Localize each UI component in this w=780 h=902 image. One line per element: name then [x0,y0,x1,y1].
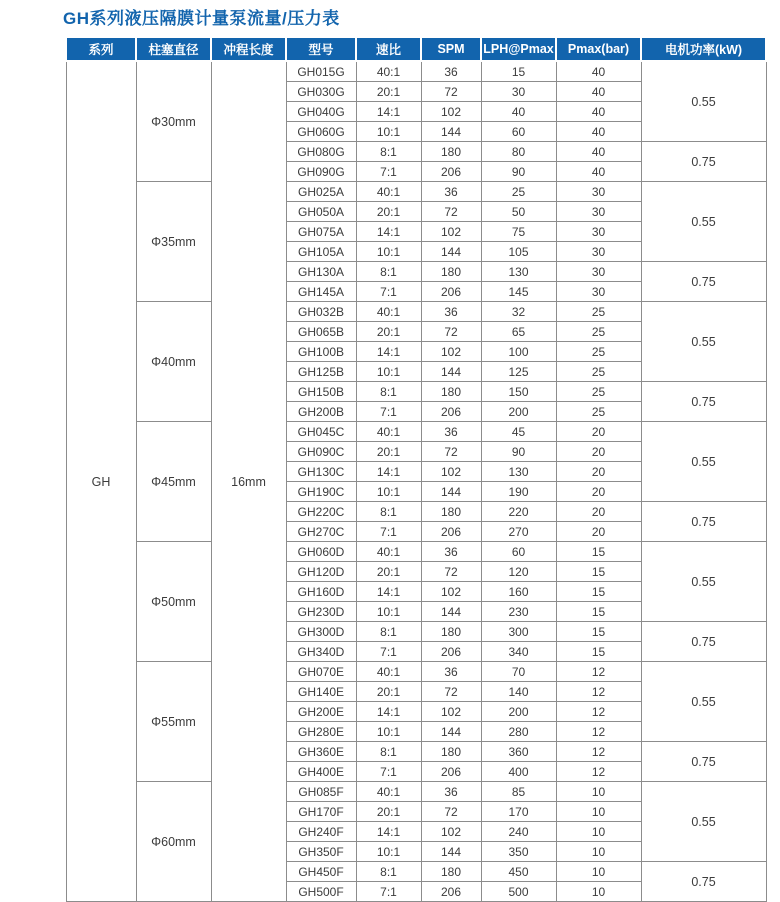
lph-cell: 130 [481,462,556,482]
table-row [66,422,766,442]
pmax-cell: 12 [556,762,641,782]
lph-cell: 105 [481,242,556,262]
spm-cell: 206 [421,522,481,542]
lph-cell: 30 [481,82,556,102]
series-cell: GH [66,61,136,902]
model-cell: GH050A [286,202,356,222]
lph-cell: 230 [481,602,556,622]
speed-ratio-cell: 14:1 [356,702,421,722]
spm-cell: 144 [421,602,481,622]
speed-ratio-cell: 14:1 [356,342,421,362]
model-cell: GH500F [286,882,356,902]
lph-cell: 45 [481,422,556,442]
motor-power-cell: 0.55 [641,422,766,502]
lph-cell: 140 [481,682,556,702]
pmax-cell: 20 [556,482,641,502]
pmax-cell: 30 [556,182,641,202]
spm-cell: 180 [421,742,481,762]
spm-cell: 102 [421,462,481,482]
model-cell: GH230D [286,602,356,622]
lph-cell: 90 [481,162,556,182]
model-cell: GH170F [286,802,356,822]
motor-power-cell: 0.75 [641,502,766,542]
pmax-cell: 40 [556,142,641,162]
pump-spec-table [65,36,767,902]
lph-cell: 270 [481,522,556,542]
spm-cell: 180 [421,382,481,402]
speed-ratio-cell: 20:1 [356,802,421,822]
lph-cell: 15 [481,61,556,82]
pmax-cell: 12 [556,702,641,722]
motor-power-cell: 0.75 [641,622,766,662]
spm-cell: 102 [421,582,481,602]
motor-power-cell: 0.55 [641,182,766,262]
lph-cell: 125 [481,362,556,382]
model-cell: GH360E [286,742,356,762]
model-cell: GH070E [286,662,356,682]
spm-cell: 180 [421,502,481,522]
speed-ratio-cell: 8:1 [356,502,421,522]
lph-cell: 170 [481,802,556,822]
model-cell: GH300D [286,622,356,642]
lph-cell: 32 [481,302,556,322]
model-cell: GH130C [286,462,356,482]
speed-ratio-cell: 40:1 [356,61,421,82]
spm-cell: 72 [421,682,481,702]
pmax-cell: 25 [556,302,641,322]
speed-ratio-cell: 10:1 [356,362,421,382]
pmax-cell: 25 [556,342,641,362]
diameter-cell: Φ45mm [136,422,211,542]
pmax-cell: 15 [556,542,641,562]
diameter-cell: Φ30mm [136,61,211,182]
spm-cell: 102 [421,102,481,122]
pmax-cell: 25 [556,322,641,342]
speed-ratio-cell: 7:1 [356,522,421,542]
diameter-cell: Φ35mm [136,182,211,302]
model-cell: GH090G [286,162,356,182]
lph-cell: 60 [481,122,556,142]
speed-ratio-cell: 14:1 [356,102,421,122]
spm-cell: 102 [421,222,481,242]
pmax-cell: 25 [556,382,641,402]
speed-ratio-cell: 7:1 [356,402,421,422]
spm-cell: 36 [421,542,481,562]
column-header: 系列 [66,37,136,61]
column-header: SPM [421,37,481,61]
stroke-length-cell: 16mm [211,61,286,902]
speed-ratio-cell: 20:1 [356,202,421,222]
lph-cell: 500 [481,882,556,902]
spm-cell: 206 [421,282,481,302]
spm-cell: 36 [421,662,481,682]
spm-cell: 72 [421,322,481,342]
spm-cell: 72 [421,442,481,462]
spm-cell: 72 [421,202,481,222]
spm-cell: 206 [421,402,481,422]
spm-cell: 180 [421,262,481,282]
model-cell: GH270C [286,522,356,542]
spm-cell: 144 [421,842,481,862]
model-cell: GH150B [286,382,356,402]
model-cell: GH280E [286,722,356,742]
model-cell: GH030G [286,82,356,102]
model-cell: GH125B [286,362,356,382]
spm-cell: 206 [421,642,481,662]
model-cell: GH450F [286,862,356,882]
pmax-cell: 10 [556,822,641,842]
spm-cell: 144 [421,122,481,142]
pmax-cell: 20 [556,442,641,462]
motor-power-cell: 0.55 [641,662,766,742]
speed-ratio-cell: 8:1 [356,382,421,402]
spm-cell: 36 [421,182,481,202]
speed-ratio-cell: 8:1 [356,862,421,882]
motor-power-cell: 0.75 [641,862,766,902]
model-cell: GH105A [286,242,356,262]
model-cell: GH200E [286,702,356,722]
lph-cell: 80 [481,142,556,162]
speed-ratio-cell: 40:1 [356,662,421,682]
column-header: 速比 [356,37,421,61]
model-cell: GH120D [286,562,356,582]
pmax-cell: 40 [556,162,641,182]
model-cell: GH140E [286,682,356,702]
diameter-cell: Φ50mm [136,542,211,662]
spm-cell: 102 [421,342,481,362]
column-header: Pmax(bar) [556,37,641,61]
speed-ratio-cell: 20:1 [356,442,421,462]
speed-ratio-cell: 14:1 [356,462,421,482]
pmax-cell: 40 [556,82,641,102]
speed-ratio-cell: 7:1 [356,762,421,782]
model-cell: GH045C [286,422,356,442]
model-cell: GH340D [286,642,356,662]
speed-ratio-cell: 14:1 [356,222,421,242]
speed-ratio-cell: 10:1 [356,482,421,502]
speed-ratio-cell: 40:1 [356,782,421,802]
motor-power-cell: 0.55 [641,542,766,622]
motor-power-cell: 0.75 [641,142,766,182]
spm-cell: 144 [421,362,481,382]
speed-ratio-cell: 7:1 [356,162,421,182]
model-cell: GH060D [286,542,356,562]
pmax-cell: 10 [556,882,641,902]
pmax-cell: 12 [556,722,641,742]
lph-cell: 50 [481,202,556,222]
motor-power-cell: 0.75 [641,742,766,782]
speed-ratio-cell: 40:1 [356,302,421,322]
lph-cell: 40 [481,102,556,122]
pmax-cell: 10 [556,862,641,882]
pmax-cell: 12 [556,682,641,702]
column-header: 柱塞直径 [136,37,211,61]
pmax-cell: 30 [556,282,641,302]
spm-cell: 206 [421,762,481,782]
pmax-cell: 30 [556,202,641,222]
speed-ratio-cell: 10:1 [356,722,421,742]
pmax-cell: 12 [556,742,641,762]
model-cell: GH032B [286,302,356,322]
speed-ratio-cell: 40:1 [356,542,421,562]
model-cell: GH065B [286,322,356,342]
motor-power-cell: 0.75 [641,382,766,422]
pmax-cell: 15 [556,602,641,622]
lph-cell: 120 [481,562,556,582]
speed-ratio-cell: 8:1 [356,262,421,282]
pmax-cell: 10 [556,782,641,802]
speed-ratio-cell: 7:1 [356,282,421,302]
lph-cell: 75 [481,222,556,242]
spm-cell: 206 [421,882,481,902]
spm-cell: 36 [421,61,481,82]
speed-ratio-cell: 8:1 [356,742,421,762]
lph-cell: 60 [481,542,556,562]
motor-power-cell: 0.75 [641,262,766,302]
pmax-cell: 20 [556,522,641,542]
lph-cell: 350 [481,842,556,862]
model-cell: GH090C [286,442,356,462]
diameter-cell: Φ55mm [136,662,211,782]
pmax-cell: 20 [556,462,641,482]
spm-cell: 102 [421,702,481,722]
pmax-cell: 40 [556,61,641,82]
speed-ratio-cell: 40:1 [356,422,421,442]
column-header: 冲程长度 [211,37,286,61]
lph-cell: 150 [481,382,556,402]
spm-cell: 72 [421,562,481,582]
pmax-cell: 30 [556,242,641,262]
pmax-cell: 10 [556,842,641,862]
table-row [66,302,766,322]
speed-ratio-cell: 7:1 [356,882,421,902]
model-cell: GH075A [286,222,356,242]
speed-ratio-cell: 10:1 [356,122,421,142]
pmax-cell: 10 [556,802,641,822]
model-cell: GH060G [286,122,356,142]
table-row [66,182,766,202]
model-cell: GH350F [286,842,356,862]
speed-ratio-cell: 10:1 [356,242,421,262]
diameter-cell: Φ40mm [136,302,211,422]
diameter-cell: Φ60mm [136,782,211,902]
model-cell: GH190C [286,482,356,502]
pmax-cell: 12 [556,662,641,682]
lph-cell: 340 [481,642,556,662]
column-header: LPH@Pmax [481,37,556,61]
pmax-cell: 15 [556,622,641,642]
spm-cell: 36 [421,782,481,802]
model-cell: GH400E [286,762,356,782]
spm-cell: 180 [421,622,481,642]
speed-ratio-cell: 10:1 [356,842,421,862]
spm-cell: 102 [421,822,481,842]
model-cell: GH100B [286,342,356,362]
lph-cell: 65 [481,322,556,342]
pmax-cell: 20 [556,502,641,522]
spm-cell: 36 [421,422,481,442]
spm-cell: 72 [421,82,481,102]
lph-cell: 190 [481,482,556,502]
model-cell: GH080G [286,142,356,162]
lph-cell: 300 [481,622,556,642]
lph-cell: 450 [481,862,556,882]
speed-ratio-cell: 20:1 [356,322,421,342]
speed-ratio-cell: 20:1 [356,82,421,102]
pmax-cell: 15 [556,582,641,602]
motor-power-cell: 0.55 [641,302,766,382]
spm-cell: 180 [421,142,481,162]
lph-cell: 100 [481,342,556,362]
spm-cell: 144 [421,242,481,262]
model-cell: GH040G [286,102,356,122]
pmax-cell: 15 [556,642,641,662]
pmax-cell: 30 [556,262,641,282]
lph-cell: 90 [481,442,556,462]
model-cell: GH085F [286,782,356,802]
spm-cell: 36 [421,302,481,322]
lph-cell: 130 [481,262,556,282]
pmax-cell: 15 [556,562,641,582]
column-header: 型号 [286,37,356,61]
motor-power-cell: 0.55 [641,61,766,142]
model-cell: GH200B [286,402,356,422]
spm-cell: 180 [421,862,481,882]
pmax-cell: 25 [556,402,641,422]
speed-ratio-cell: 10:1 [356,602,421,622]
table-row [66,542,766,562]
lph-cell: 25 [481,182,556,202]
lph-cell: 200 [481,402,556,422]
model-cell: GH025A [286,182,356,202]
lph-cell: 70 [481,662,556,682]
speed-ratio-cell: 14:1 [356,822,421,842]
lph-cell: 400 [481,762,556,782]
spm-cell: 72 [421,802,481,822]
table-header-row [66,37,766,61]
spm-cell: 144 [421,722,481,742]
speed-ratio-cell: 8:1 [356,142,421,162]
column-header: 电机功率(kW) [641,37,766,61]
pmax-cell: 20 [556,422,641,442]
pmax-cell: 40 [556,102,641,122]
page-title: GH系列液压隔膜计量泵流量/压力表 [63,9,340,28]
lph-cell: 240 [481,822,556,842]
speed-ratio-cell: 8:1 [356,622,421,642]
spm-cell: 144 [421,482,481,502]
model-cell: GH240F [286,822,356,842]
speed-ratio-cell: 14:1 [356,582,421,602]
table-row [66,61,766,82]
lph-cell: 280 [481,722,556,742]
lph-cell: 160 [481,582,556,602]
model-cell: GH130A [286,262,356,282]
pmax-cell: 40 [556,122,641,142]
speed-ratio-cell: 40:1 [356,182,421,202]
lph-cell: 85 [481,782,556,802]
model-cell: GH015G [286,61,356,82]
motor-power-cell: 0.55 [641,782,766,862]
table-row [66,782,766,802]
lph-cell: 360 [481,742,556,762]
model-cell: GH220C [286,502,356,522]
model-cell: GH160D [286,582,356,602]
lph-cell: 145 [481,282,556,302]
pmax-cell: 25 [556,362,641,382]
spm-cell: 206 [421,162,481,182]
speed-ratio-cell: 20:1 [356,562,421,582]
lph-cell: 220 [481,502,556,522]
pmax-cell: 30 [556,222,641,242]
model-cell: GH145A [286,282,356,302]
speed-ratio-cell: 7:1 [356,642,421,662]
speed-ratio-cell: 20:1 [356,682,421,702]
table-row [66,662,766,682]
lph-cell: 200 [481,702,556,722]
